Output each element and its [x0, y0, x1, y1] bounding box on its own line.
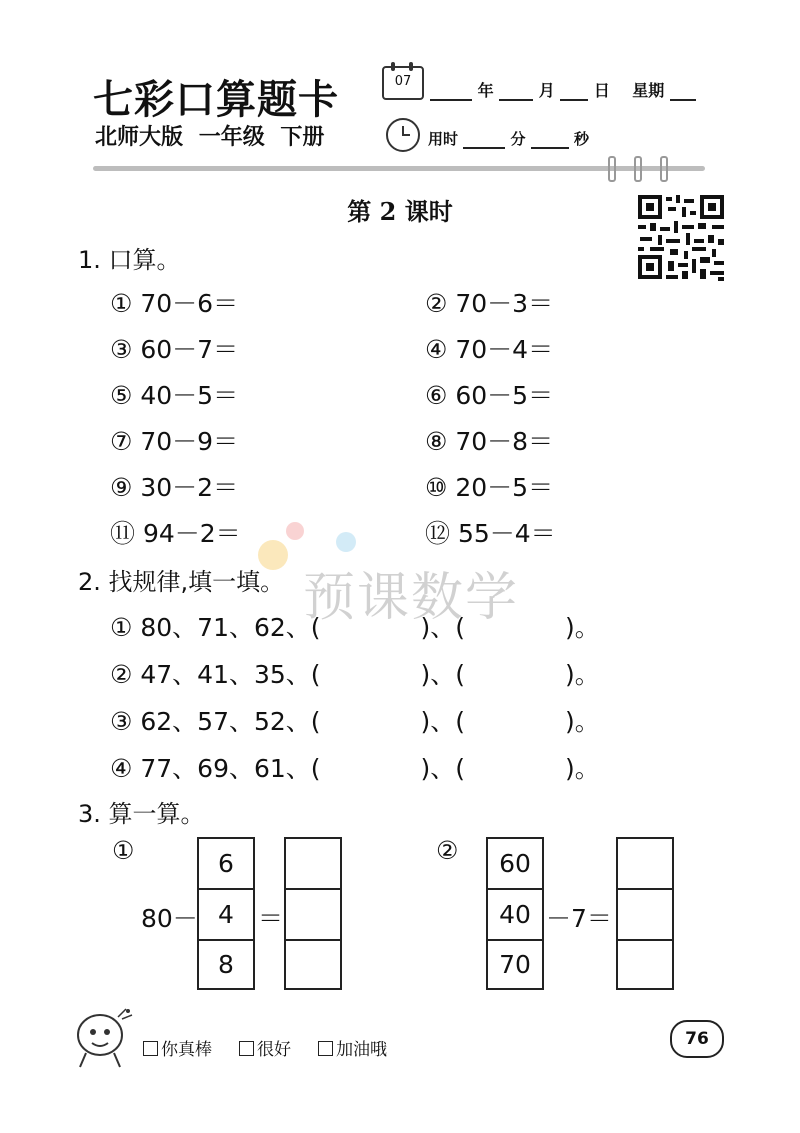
calendar-day: 07 [394, 74, 412, 89]
edition-line [95, 120, 324, 151]
arithmetic-item: ⑧ 70－8＝ [425, 427, 554, 456]
binder-ring-icon [608, 156, 616, 182]
second-label: 秒 [573, 130, 589, 148]
arithmetic-item: ⑥ 60－5＝ [425, 381, 554, 410]
problem-1-equals: ＝ [258, 904, 284, 933]
value-cell: 8 [197, 939, 255, 990]
problem-2-suffix: －7＝ [546, 904, 612, 933]
arithmetic-item: ⑫ 55－4＝ [425, 519, 556, 548]
binder-ring-icon [634, 156, 642, 182]
rating-checkbox[interactable] [143, 1041, 158, 1056]
pattern-item: ③ 62、57、52、( )、( )。 [110, 707, 600, 736]
arithmetic-item: ③ 60－7＝ [110, 335, 239, 364]
grade: 一年级 [198, 125, 265, 150]
volume: 下册 [280, 125, 325, 150]
rating-label: 你真棒 [161, 1040, 212, 1060]
qr-code-icon [636, 193, 726, 281]
answer-box[interactable] [616, 939, 674, 990]
mascot-icon [66, 1005, 136, 1071]
weekday-label: 星期 [632, 81, 665, 100]
problem-2-label: ② [436, 836, 459, 865]
edition: 北师大版 [95, 125, 184, 150]
value-cell: 6 [197, 837, 255, 888]
arithmetic-item: ⑦ 70－9＝ [110, 427, 239, 456]
pattern-item: ④ 77、69、61、( )、( )。 [110, 754, 600, 783]
arithmetic-item: ⑤ 40－5＝ [110, 381, 239, 410]
problem-2-values [486, 837, 544, 990]
rating-checkbox[interactable] [239, 1041, 254, 1056]
calendar-icon [382, 66, 424, 100]
year-label: 年 [477, 81, 494, 100]
watermark-logo-icon [286, 522, 304, 540]
minute-label: 分 [510, 130, 526, 148]
problem-1-prefix: 80－ [141, 904, 198, 933]
watermark-logo-icon [336, 532, 356, 552]
pattern-item: ② 47、41、35、( )、( )。 [110, 660, 600, 689]
answer-box[interactable] [284, 837, 342, 888]
rating-checkbox[interactable] [318, 1041, 333, 1056]
page-number: 76 [670, 1020, 724, 1058]
arithmetic-item: ⑩ 20－5＝ [425, 473, 554, 502]
problem-1-answers[interactable] [284, 837, 342, 990]
value-cell: 70 [486, 939, 544, 990]
problem-1-label: ① [112, 836, 135, 865]
arithmetic-item: ④ 70－4＝ [425, 335, 554, 364]
rating-label: 加油哦 [336, 1040, 388, 1060]
watermark: 预课数学 [303, 568, 520, 628]
section-2-title: 2. 找规律,填一填。 [78, 568, 285, 596]
lesson-title: 第 2 课时 [347, 197, 453, 226]
arithmetic-item: ⑪ 94－2＝ [110, 519, 241, 548]
arithmetic-item: ① 70－6＝ [110, 289, 239, 318]
answer-box[interactable] [616, 888, 674, 939]
time-line [428, 128, 589, 149]
rating-label: 很好 [257, 1040, 292, 1060]
pattern-item: ① 80、71、62、( )、( )。 [110, 613, 600, 642]
clock-icon [386, 118, 420, 152]
value-cell: 4 [197, 888, 255, 939]
time-label: 用时 [428, 130, 459, 148]
brand-title: 七彩口算题卡 [93, 76, 339, 123]
answer-box[interactable] [284, 939, 342, 990]
day-label: 日 [593, 81, 610, 100]
answer-box[interactable] [284, 888, 342, 939]
section-1-title: 1. 口算。 [78, 246, 181, 274]
binder-ring-icon [660, 156, 668, 182]
problem-2-answers[interactable] [616, 837, 674, 990]
problem-1-values [197, 837, 255, 990]
value-cell: 60 [486, 837, 544, 888]
date-line [430, 78, 696, 101]
month-label: 月 [538, 81, 555, 100]
self-rating [143, 1035, 387, 1060]
value-cell: 40 [486, 888, 544, 939]
answer-box[interactable] [616, 837, 674, 888]
section-3-title: 3. 算一算。 [78, 800, 205, 828]
arithmetic-item: ⑨ 30－2＝ [110, 473, 239, 502]
arithmetic-item: ② 70－3＝ [425, 289, 554, 318]
